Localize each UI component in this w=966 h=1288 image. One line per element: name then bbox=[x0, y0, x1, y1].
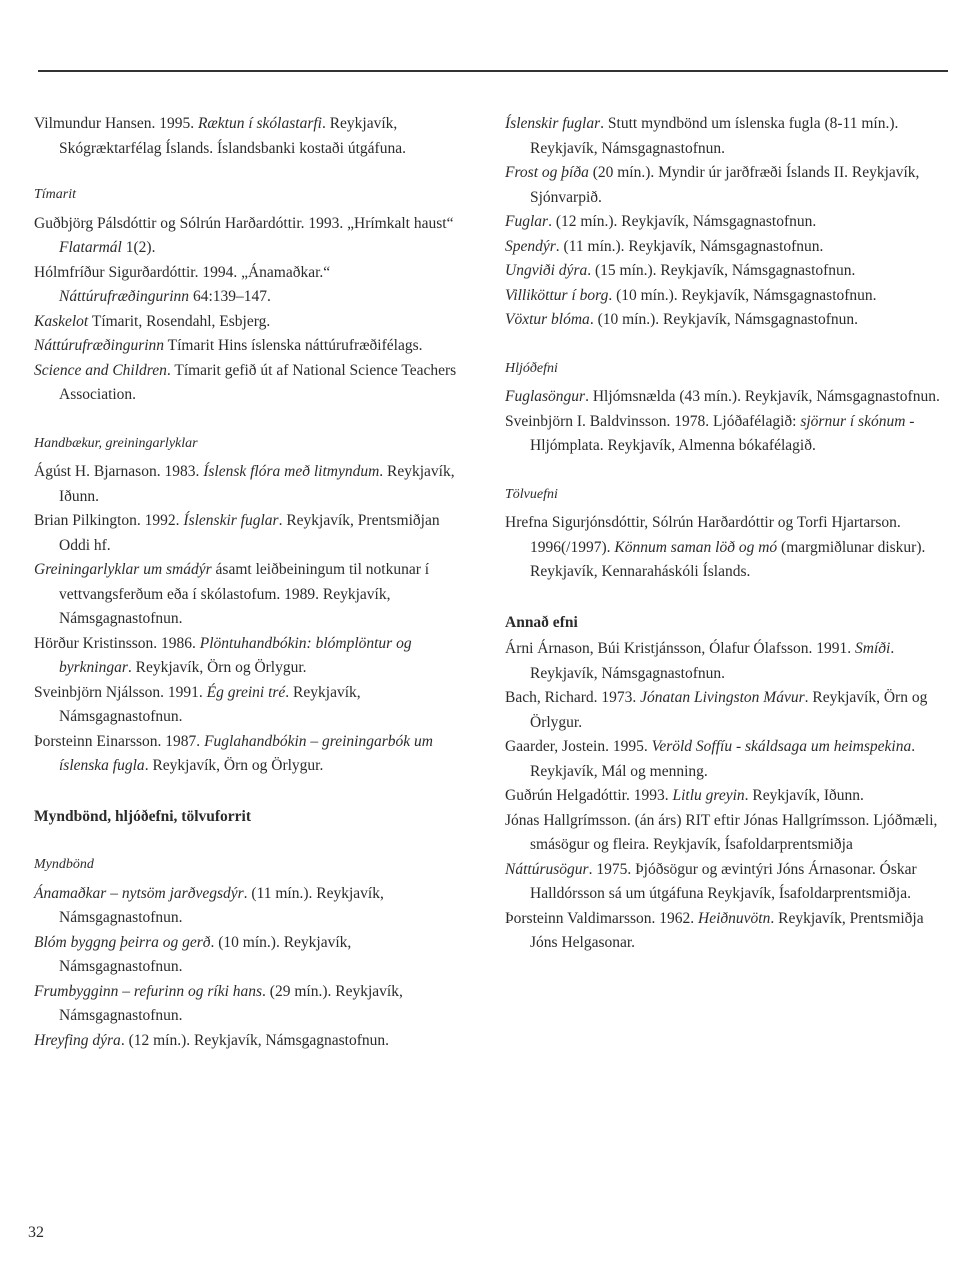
section-heading-timarit: Tímarit bbox=[34, 187, 77, 202]
bibliography-entry: Sveinbjörn Njálsson. 1991. Ég greini tré. Reykjavík, Námsgagnastofnun. bbox=[34, 683, 361, 725]
bibliography-entry: Þorsteinn Valdimarsson. 1962. Heiðnuvötn. Reykjavík, Prentsmiðja Jóns Helgasonar. bbox=[505, 909, 924, 951]
page-number: 32 bbox=[28, 1224, 44, 1241]
left-column bbox=[34, 112, 464, 1053]
bibliography-entry: Vöxtur blóma. (10 mín.). Reykjavík, Námsgagnastofnun. bbox=[505, 311, 859, 328]
top-rule bbox=[38, 70, 948, 72]
bibliography-entry: Fuglasöngur. Hljómsnælda (43 mín.). Reykjavík, Námsgagnastofnun. bbox=[505, 388, 940, 405]
main-heading-annad: Annað efni bbox=[505, 613, 578, 631]
bibliography-entry: Sveinbjörn I. Baldvinsson. 1978. Ljóðafélagið: sjörnur í skónum - Hljómplata. Reykjavík, Almenna bókafélagið. bbox=[505, 412, 915, 454]
bibliography-entry: Ágúst H. Bjarnason. 1983. Íslensk flóra með litmyndum. Reykjavík, Iðunn. bbox=[34, 463, 455, 505]
section-heading-tolvuefni: Tölvuefni bbox=[505, 486, 558, 502]
bibliography-entry: Jónas Hallgrímsson. (án árs) RIT eftir Jónas Hallgrímsson. Ljóðmæli, smásögur og fleira. Reykjavík, Ísafoldarprentsmiðja bbox=[505, 811, 938, 853]
bibliography-entry: Íslenskir fuglar. Stutt myndbönd um íslenska fugla (8-11 mín.). Reykjavík, Námsgagnastofnun. bbox=[505, 115, 899, 157]
section-heading-myndbond: Myndbönd bbox=[34, 857, 94, 872]
bibliography-entry: Hörður Kristinsson. 1986. Plöntuhandbókin: blómplöntur og byrkningar. Reykjavík, Örn og Örlygur. bbox=[34, 634, 412, 676]
bibliography-entry: Brian Pilkington. 1992. Íslenskir fuglar. Reykjavík, Prentsmiðjan Oddi hf. bbox=[34, 512, 440, 554]
bibliography-entry: Guðrún Helgadóttir. 1993. Litlu greyin. Reykjavík, Iðunn. bbox=[505, 787, 864, 804]
bibliography-entry: Frumbygginn – refurinn og ríki hans. (29 mín.). Reykjavík, Námsgagnastofnun. bbox=[34, 982, 403, 1024]
bibliography-entry: Náttúrusögur. 1975. Þjóðsögur og ævintýri Jóns Árnasonar. Óskar Halldórsson sá um útgáfuna Reykjavík, Ísafoldarprentsmiðja. bbox=[505, 860, 917, 902]
bibliography-entry: Frost og þíða (20 mín.). Myndir úr jarðfræði Íslands II. Reykjavík, Sjónvarpið. bbox=[505, 164, 920, 206]
bibliography-entry: Spendýr. (11 mín.). Reykjavík, Námsgagnastofnun. bbox=[505, 237, 824, 255]
section-heading-hljodefni: Hljóðefni bbox=[505, 360, 558, 376]
bibliography-entry: Greiningarlyklar um smádýr ásamt leiðbeiningum til notkunar í vettvangsferðum eða í skólastofum. 1989. Reykjavík, Námsgagnastofnun. bbox=[34, 561, 430, 627]
left-top-entries bbox=[34, 112, 464, 161]
bibliography-entry: Science and Children. Tímarit gefið út af National Science Teachers Association. bbox=[34, 361, 457, 403]
main-heading-media: Myndbönd, hljóðefni, tölvuforrit bbox=[34, 807, 252, 825]
bibliography-entry: Vilmundur Hansen. 1995. Ræktun í skólastarfi. Reykjavík, Skógræktarfélag Íslands. Íslandsbanki kostaði útgáfuna. bbox=[34, 115, 406, 157]
section-heading-handbaekur: Handbækur, greiningarlyklar bbox=[34, 435, 198, 451]
bibliography-entry: Hrefna Sigurjónsdóttir, Sólrún Harðardóttir og Torfi Hjartarson. 1996(/1997). Könnum saman löð og mó (margmiðlunar diskur). Reykjavík, Kennaraháskóli Íslands. bbox=[505, 514, 926, 580]
bibliography-entry: Hreyfing dýra. (12 mín.). Reykjavík, Námsgagnastofnun. bbox=[34, 1031, 390, 1049]
bibliography-entry: Árni Árnason, Búi Kristjánsson, Ólafur Ólafsson. 1991. Smíði. Reykjavík, Námsgagnastofnun. bbox=[505, 640, 895, 682]
bibliography-entry: Ánamaðkar – nytsöm jarðvegsdýr. (11 mín.). Reykjavík, Námsgagnastofnun. bbox=[34, 884, 384, 926]
bibliography-entry: Náttúrufræðingurinn Tímarit Hins íslenska náttúrufræðifélags. bbox=[34, 337, 423, 354]
bibliography-entry: Villiköttur í borg. (10 mín.). Reykjavík, Námsgagnastofnun. bbox=[505, 286, 877, 304]
bibliography-entry: Guðbjörg Pálsdóttir og Sólrún Harðardóttir. 1993. „Hrímkalt haust“ Flatarmál 1(2). bbox=[34, 214, 454, 256]
bibliography-entry: Bach, Richard. 1973. Jónatan Livingston Mávur. Reykjavík, Örn og Örlygur. bbox=[505, 689, 928, 731]
bibliography-entry: Ungviði dýra. (15 mín.). Reykjavík, Námsgagnastofnun. bbox=[505, 262, 856, 279]
bibliography-entry: Gaarder, Jostein. 1995. Veröld Soffíu - skáldsaga um heimspekina. Reykjavík, Mál og menning. bbox=[505, 738, 916, 780]
bibliography-entry: Þorsteinn Einarsson. 1987. Fuglahandbókin – greiningarbók um íslenska fugla. Reykjavík, Örn og Örlygur. bbox=[34, 732, 433, 774]
bibliography-entry: Blóm byggng þeirra og gerð. (10 mín.). Reykjavík, Námsgagnastofnun. bbox=[34, 933, 352, 975]
bibliography-entry: Fuglar. (12 mín.). Reykjavík, Námsgagnastofnun. bbox=[505, 213, 817, 230]
bibliography-entry: Hólmfríður Sigurðardóttir. 1994. „Ánamaðkar.“ Náttúrufræðingurinn 64:139–147. bbox=[34, 263, 331, 305]
right-column bbox=[505, 112, 945, 956]
bibliography-entry: Kaskelot Tímarit, Rosendahl, Esbjerg. bbox=[34, 312, 271, 330]
